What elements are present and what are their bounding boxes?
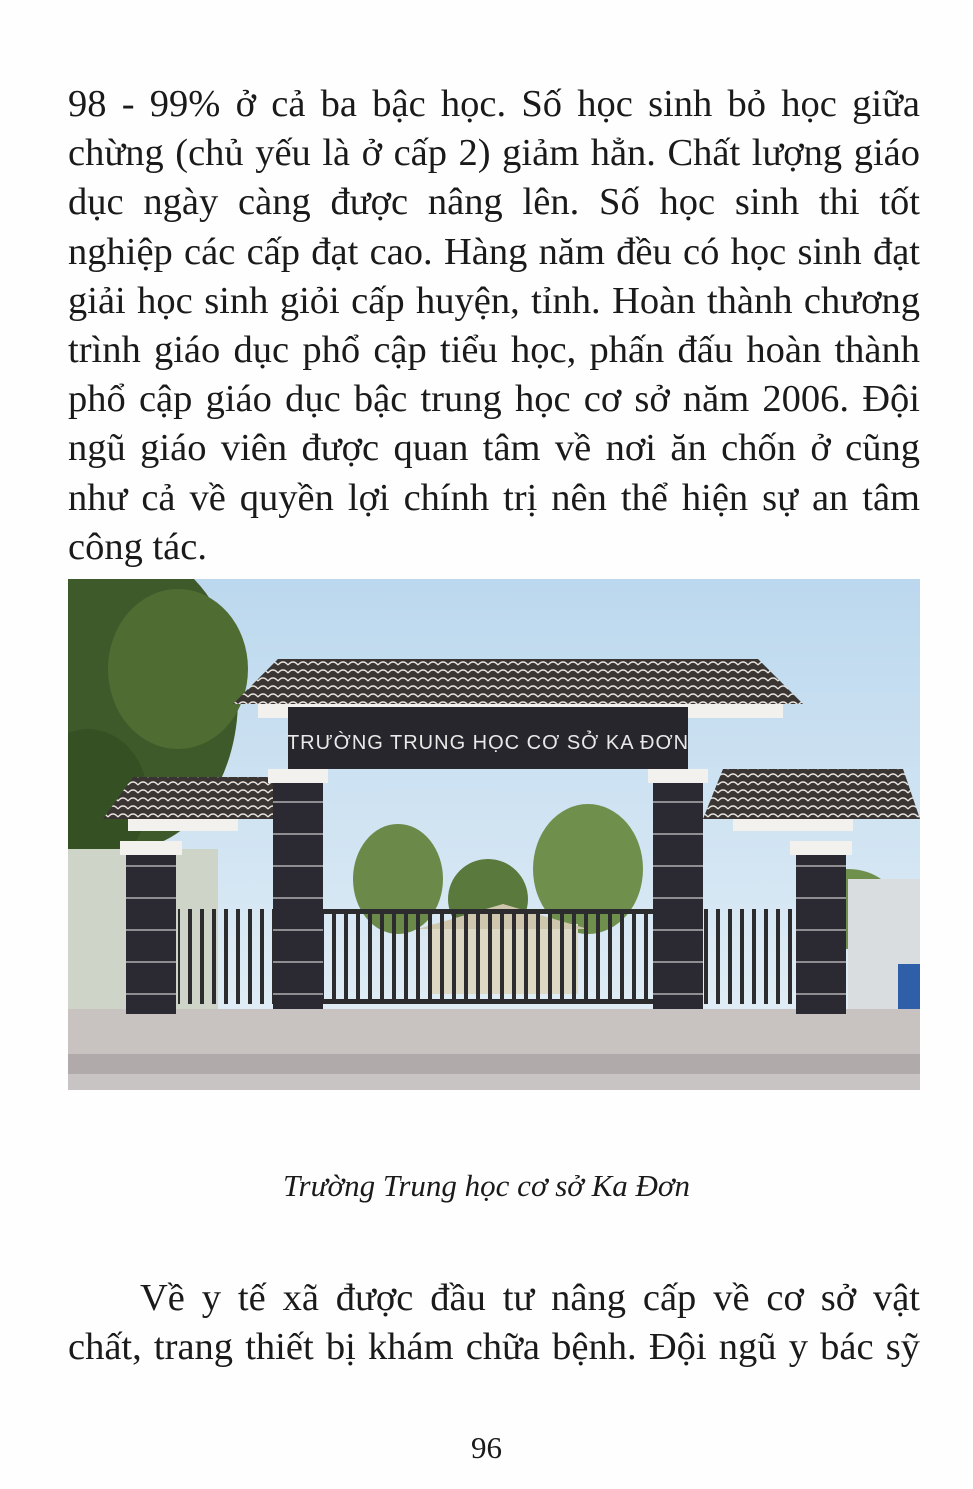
text-line: 98 - 99% ở cả ba bậc học. Số học sinh bỏ học giữa [68, 83, 920, 125]
text-line: ngũ giáo viên được quan tâm về nơi ăn chốn ở cũng [68, 427, 920, 470]
text-line: chất, trang thiết bị khám chữa bệnh. Đội ngũ y bác sỹ [68, 1326, 920, 1369]
text-line: nghiệp các cấp đạt cao. Hàng năm đều có học sinh đạt [68, 230, 920, 273]
text-line: giải học sinh giỏi cấp huyện, tỉnh. Hoàn thành chương [68, 279, 920, 322]
text-line: trình giáo dục phổ cập tiểu học, phấn đấu hoàn thành [68, 329, 920, 372]
paragraph-education [68, 80, 920, 572]
text-line: phổ cập giáo dục bậc trung học cơ sở năm 2006. Đội [68, 378, 920, 421]
school-gate-photo [68, 579, 920, 1090]
text-line: như cả về quyền lợi chính trị nên thể hiện sự an tâm [68, 476, 920, 519]
page-number: 96 [471, 1430, 502, 1465]
text-line: Về y tế xã được đầu tư nâng cấp về cơ sở vật [140, 1277, 920, 1319]
text-line: công tác. [68, 525, 207, 568]
text-line: chừng (chủ yếu là ở cấp 2) giảm hẳn. Chất lượng giáo [68, 132, 920, 175]
photo-caption: Trường Trung học cơ sở Ka Đơn [283, 1168, 690, 1203]
text-line: dục ngày càng được nâng lên. Số học sinh thi tốt [68, 181, 920, 224]
paragraph-health [68, 1274, 920, 1372]
gate-sign-text: TRƯỜNG TRUNG HỌC CƠ SỞ KA ĐƠN [286, 732, 690, 754]
